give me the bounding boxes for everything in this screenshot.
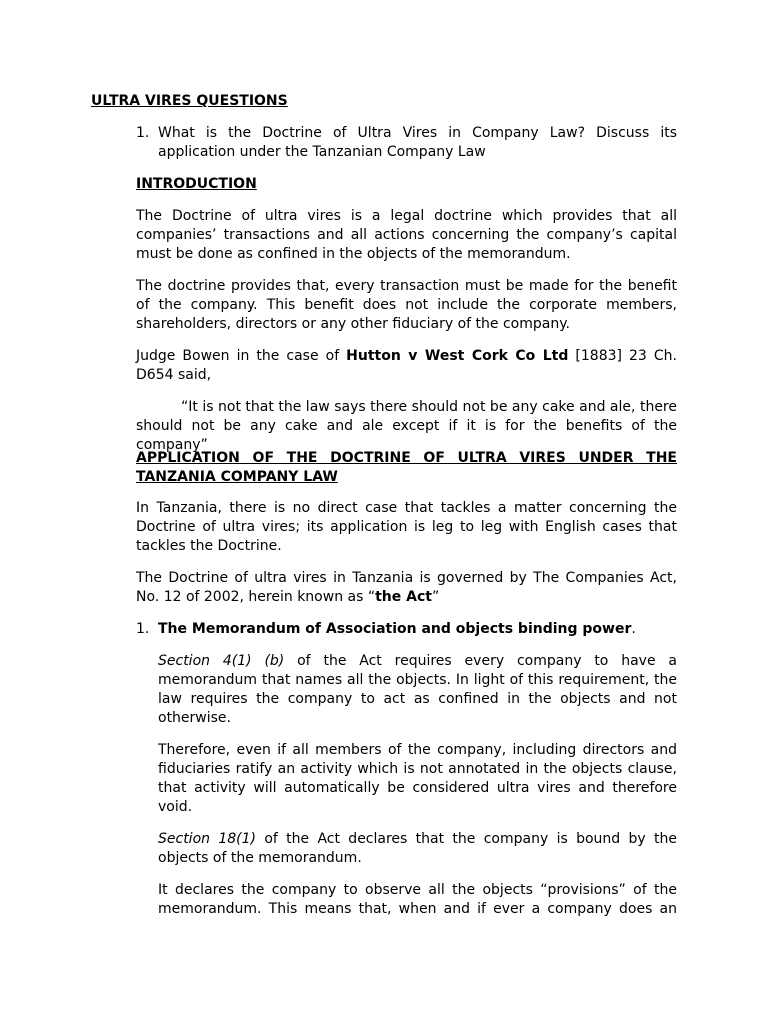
- item-heading-end: .: [631, 621, 636, 637]
- intro-heading: [136, 175, 677, 194]
- application-heading-text: APPLICATION OF THE DOCTRINE OF ULTRA VIRES UNDER THE TANZANIA COMPANY LAW: [136, 450, 677, 485]
- paragraph-section-4: [158, 652, 677, 728]
- paragraph-definition: The Doctrine of ultra vires is a legal doctrine which provides that all companies’ transactions and all actions concerning the company’s capital must be done as confined in the objects of the memorandum.: [136, 208, 677, 262]
- item-heading: [158, 620, 677, 639]
- paragraph-ratify: Therefore, even if all members of the company, including directors and fiduciaries ratify an activity which is not annotated in the objects clause, that activity will automatically be considered ultra vires and therefore void.: [158, 742, 677, 815]
- case-name: Hutton v West Cork Co Ltd: [346, 348, 569, 364]
- act-tail: ”: [431, 589, 440, 605]
- section-text: of the Act declares that the company is bound by the objects of the memorandum.: [158, 831, 677, 866]
- paragraph-benefit: The doctrine provides that, every transaction must be made for the benefit of the company. This benefit does not include the corporate members, shareholders, directors or any other fiduciary of the company.: [136, 278, 677, 332]
- item-heading-text: The Memorandum of Association and objects binding power: [158, 621, 632, 637]
- paragraph-provisions: It declares the company to observe all the objects “provisions” of the memorandum. This means that, when and if ever a company does an: [158, 882, 677, 917]
- paragraph-tanzania-cases: In Tanzania, there is no direct case that tackles a matter concerning the Doctrine of ultra vires; its application is leg to leg with English cases that tackles the Doctrine.: [136, 500, 677, 554]
- item-number: 1.: [136, 621, 150, 637]
- section-reference: Section 4(1) (b): [158, 653, 285, 669]
- act-lead: The Doctrine of ultra vires in Tanzania is governed by The Companies Act, No. 12 of 2002, herein known as “: [136, 570, 677, 605]
- intro-heading-text: INTRODUCTION: [136, 176, 257, 192]
- title-text: ULTRA VIRES QUESTIONS: [91, 93, 288, 109]
- paragraph-section-18: [158, 830, 677, 868]
- citation-tail: [1883] 23 Ch. D654 said,: [136, 348, 677, 383]
- quote-paragraph: [136, 398, 677, 455]
- section-text: of the Act requires every company to have a memorandum that names all the objects. In light of this requirement, the law requires the company to act as confined in the objects and not otherwise.: [158, 653, 677, 726]
- citation-lead: Judge Bowen in the case of: [136, 348, 347, 364]
- question-text: What is the Doctrine of Ultra Vires in Company Law? Discuss its application under the Tanzanian Company Law: [158, 125, 677, 160]
- document-title: [91, 92, 691, 111]
- section-reference: Section 18(1): [158, 831, 256, 847]
- question-number: 1.: [136, 125, 150, 141]
- act-short-name: the Act: [375, 589, 432, 605]
- quote-text: “It is not that the law says there should not be any cake and ale, there should not be any cake and ale except if it is for the benefits of the company”: [136, 399, 677, 453]
- application-heading: [136, 449, 677, 487]
- paragraph-case-citation: [136, 347, 677, 385]
- paragraph-companies-act: [136, 569, 677, 607]
